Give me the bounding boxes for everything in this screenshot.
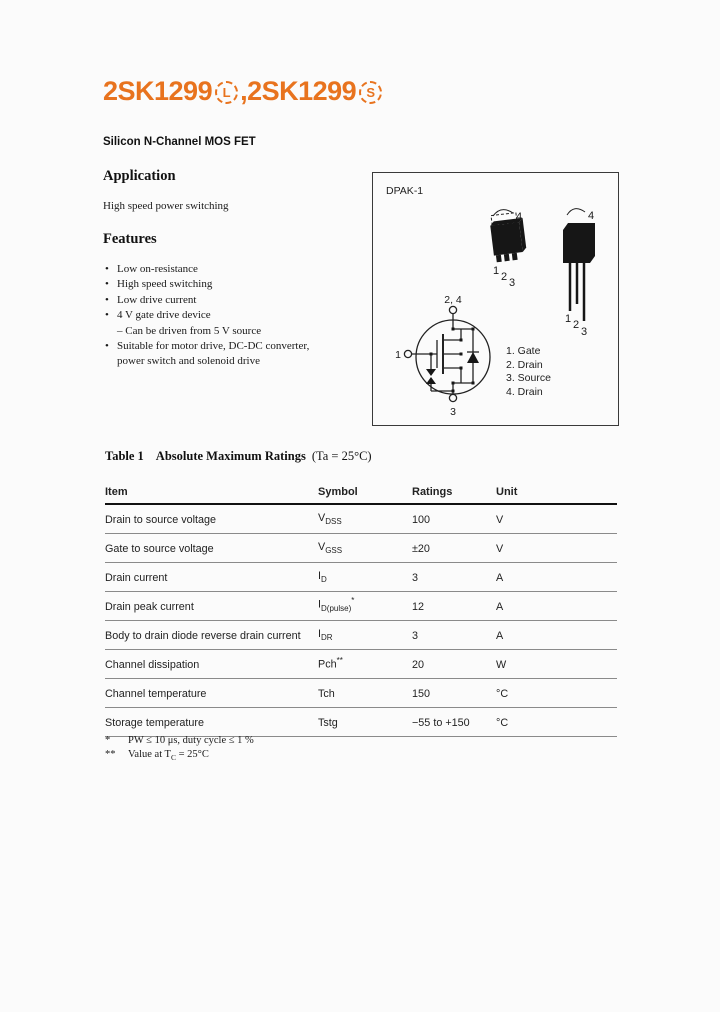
cell-rating: 3 <box>412 630 419 642</box>
feature-subtext: power switch and solenoid drive <box>117 355 260 368</box>
symbol-subscript: D(pulse) <box>321 604 352 613</box>
feature-text: 4 V gate drive device <box>117 309 211 322</box>
feature-item <box>105 262 363 277</box>
cell-unit: °C <box>496 717 509 729</box>
bullet-marker: • <box>105 263 109 275</box>
symbol-base: V <box>318 540 326 553</box>
package-name-label: DPAK-1 <box>386 185 424 197</box>
bullet-marker: • <box>105 293 109 306</box>
features-heading: Features <box>103 231 157 247</box>
dpak-tab-label: 4 <box>516 211 523 223</box>
cell-unit: A <box>496 630 504 642</box>
feature-item <box>105 293 363 308</box>
ipak-tab-label: 4 <box>588 210 595 222</box>
footnote-line <box>105 748 254 765</box>
part-number-1: 2SK1299 <box>103 76 213 106</box>
application-text: High speed power switching <box>103 200 229 212</box>
cell-item: Drain current <box>105 572 168 584</box>
symbol-footnote-mark: * <box>351 596 355 606</box>
mosfet-symbol-schematic <box>404 306 490 401</box>
table-title-condition: (Ta = 25°C) <box>311 449 372 463</box>
cell-unit: A <box>496 601 504 613</box>
ratings-table-header <box>105 478 617 505</box>
feature-text: Low drive current <box>117 293 197 306</box>
cell-symbol <box>318 717 338 729</box>
table-row <box>105 708 617 737</box>
footnote-line <box>105 734 254 748</box>
footnote-text: Value at T <box>128 748 171 760</box>
ipak-pin2-label: 2 <box>573 319 580 331</box>
feature-item <box>105 277 363 292</box>
table-row <box>105 679 617 708</box>
symbol-base: I <box>318 598 321 611</box>
cell-item: Drain to source voltage <box>105 514 217 526</box>
column-header-unit: Unit <box>496 486 518 498</box>
cell-symbol <box>318 570 327 584</box>
table-row <box>105 534 617 563</box>
cell-rating: 150 <box>412 688 431 700</box>
cell-symbol <box>318 628 333 642</box>
package-panel <box>372 172 619 426</box>
cell-unit: W <box>496 659 507 671</box>
feature-item <box>105 339 363 354</box>
bullet-marker: • <box>105 309 109 322</box>
cell-rating: 12 <box>412 601 425 613</box>
footnote-mark: * <box>105 735 111 746</box>
dpak-pin3-label: 3 <box>509 277 516 289</box>
feature-text: High speed switching <box>117 278 213 291</box>
pin-legend-entry: 4. Drain <box>506 385 543 398</box>
footnote-text-post: = 25°C <box>175 748 209 760</box>
cell-item: Body to drain diode reverse drain current <box>105 630 301 642</box>
symbol-base: Tstg <box>318 717 338 729</box>
table-row <box>105 563 617 592</box>
table-title-text: Absolute Maximum Ratings <box>155 449 306 463</box>
cell-symbol <box>318 596 354 613</box>
cell-unit: V <box>496 514 504 526</box>
column-header-ratings: Ratings <box>412 486 453 498</box>
cell-symbol <box>318 688 335 700</box>
page-title <box>103 76 384 107</box>
package-badge-s: S <box>359 81 382 104</box>
ipak-pin1-label: 1 <box>565 313 572 325</box>
cell-symbol <box>318 541 342 555</box>
features-list <box>105 262 363 370</box>
title-separator: , <box>240 76 248 106</box>
feature-item <box>105 324 363 339</box>
cell-item: Gate to source voltage <box>105 543 214 555</box>
symbol-base: V <box>318 511 326 524</box>
feature-text: Suitable for motor drive, DC-DC converter, <box>117 340 310 353</box>
footnotes <box>105 734 254 764</box>
package-drawings <box>373 173 618 425</box>
table-row <box>105 592 617 621</box>
cell-rating: ±20 <box>412 543 430 555</box>
bullet-marker: • <box>105 340 109 353</box>
symbol-subscript: GSS <box>325 546 343 555</box>
schematic-source-pin-label: 3 <box>450 406 456 418</box>
symbol-base: Pch <box>318 659 337 671</box>
symbol-subscript: DSS <box>325 517 342 526</box>
footnote-text: PW ≤ 10 μs, duty cycle ≤ 1 % <box>128 735 254 746</box>
cell-unit: °C <box>496 688 509 700</box>
symbol-base: Tch <box>318 688 335 700</box>
package-badge-l: L <box>215 81 238 104</box>
cell-item: Channel temperature <box>105 688 207 700</box>
schematic-gate-pin-label: 1 <box>395 349 401 361</box>
symbol-footnote-mark: ** <box>336 656 343 666</box>
footnote-mark: ** <box>105 748 116 760</box>
dpak-pin1-label: 1 <box>493 265 500 277</box>
pin-legend-entry: 3. Source <box>506 372 551 384</box>
schematic-drain-pin-label: 2, 4 <box>444 294 462 306</box>
cell-unit: V <box>496 543 504 555</box>
ipak-package-drawing <box>563 209 595 338</box>
cell-rating: 3 <box>412 572 419 584</box>
part-number-2: 2SK1299 <box>247 76 357 106</box>
symbol-base: I <box>318 569 321 582</box>
symbol-base: I <box>318 627 321 640</box>
pin-legend-entry: 1. Gate <box>506 345 541 357</box>
ratings-table <box>105 478 617 737</box>
dpak-pin2-label: 2 <box>501 271 508 283</box>
cell-rating: −55 to +150 <box>412 717 470 729</box>
table-row <box>105 650 617 679</box>
cell-item: Channel dissipation <box>105 659 200 671</box>
application-heading: Application <box>103 168 176 184</box>
cell-symbol <box>318 656 343 671</box>
symbol-subscript: D <box>321 575 327 584</box>
table-title <box>105 449 372 464</box>
ipak-pin3-label: 3 <box>581 326 588 338</box>
feature-item <box>105 308 363 323</box>
symbol-subscript: DR <box>321 633 333 642</box>
bullet-marker: • <box>105 278 109 291</box>
pin-legend-entry: 2. Drain <box>506 358 543 371</box>
table-row <box>105 621 617 650</box>
cell-item: Storage temperature <box>105 717 205 729</box>
table-row <box>105 505 617 534</box>
table-number: Table 1 <box>105 449 144 463</box>
cell-symbol <box>318 512 342 526</box>
device-subtitle: Silicon N-Channel MOS FET <box>103 136 256 148</box>
feature-item <box>105 354 363 369</box>
feature-text: Low on-resistance <box>117 263 198 275</box>
pin-legend <box>506 345 551 399</box>
column-header-symbol: Symbol <box>318 486 358 498</box>
cell-item: Drain peak current <box>105 601 194 613</box>
cell-rating: 100 <box>412 514 431 526</box>
cell-unit: A <box>496 572 504 584</box>
dpak-package-drawing <box>489 210 527 289</box>
cell-rating: 20 <box>412 659 425 671</box>
footnote-subscript: C <box>170 752 176 762</box>
ratings-table-body <box>105 505 617 737</box>
feature-subtext: – Can be driven from 5 V source <box>117 324 262 337</box>
column-header-item: Item <box>105 486 128 498</box>
